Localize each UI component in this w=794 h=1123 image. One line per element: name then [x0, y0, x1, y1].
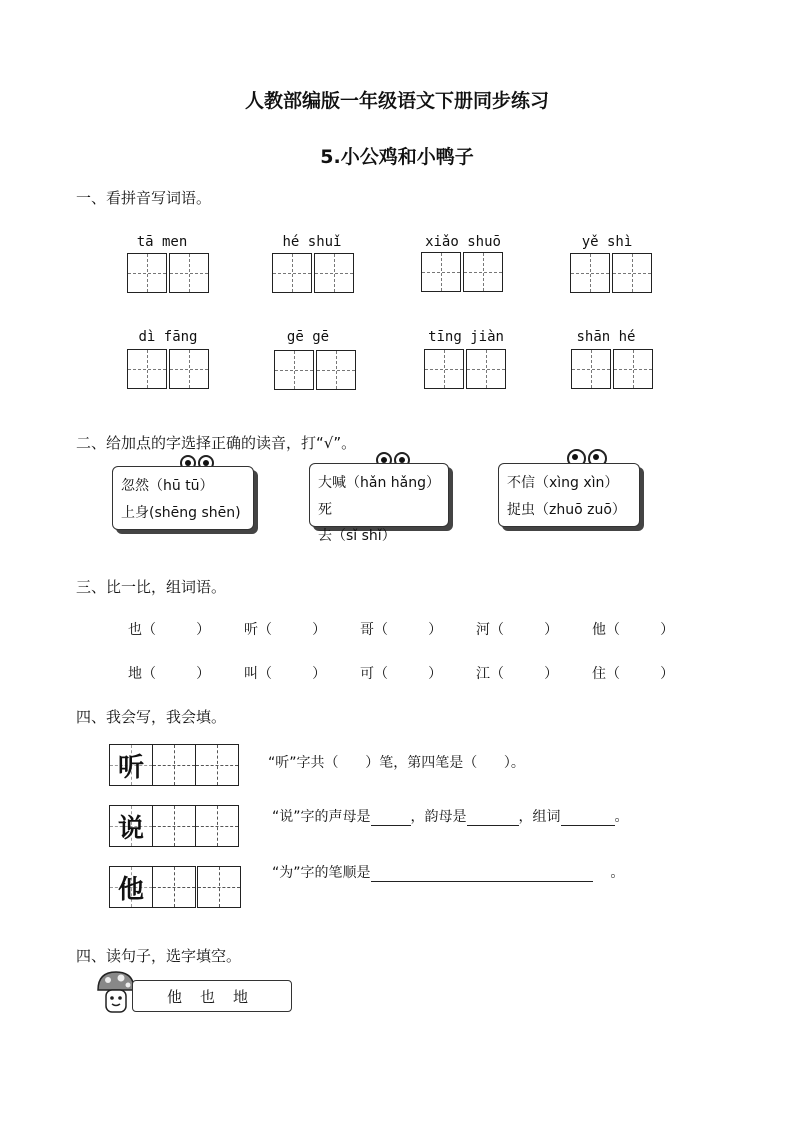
page-title: 人教部编版一年级语文下册同步练习 — [244, 90, 549, 112]
compare-item[interactable]: 江（ ） — [476, 666, 559, 682]
compare-item[interactable]: 地（ ） — [128, 666, 211, 682]
compare-item[interactable]: 听（ ） — [244, 622, 327, 638]
compare-row-2 — [128, 663, 708, 683]
pinyin-label: yě shì — [581, 234, 633, 250]
pinyin-label: xiǎo shuō — [425, 234, 501, 250]
section5-heading: 四、读句子，选字填空。 — [76, 947, 242, 965]
writing-grid[interactable] — [274, 350, 356, 390]
model-char: 他 — [109, 866, 153, 908]
compare-row-1 — [128, 619, 708, 639]
char-grid-shuo[interactable] — [109, 805, 239, 847]
writing-grid[interactable] — [272, 253, 354, 293]
writing-grid[interactable] — [127, 349, 209, 389]
board-line: 去（sǐ shǐ） — [318, 528, 396, 545]
section2-heading: 二、给加点的字选择正确的读音，打“√”。 — [76, 434, 357, 452]
compare-item[interactable]: 可（ ） — [360, 666, 443, 682]
compare-item[interactable]: 他（ ） — [592, 622, 675, 638]
pronunciation-board — [112, 466, 254, 530]
writing-grid[interactable] — [424, 349, 506, 389]
pinyin-label: gē gē — [286, 329, 330, 345]
board-line: 大喊（hǎn hǎng）死 — [318, 475, 440, 518]
answer-blank[interactable] — [371, 811, 411, 826]
compare-item[interactable]: 哥（ ） — [360, 622, 443, 638]
section3-heading: 三、比一比，组词语。 — [76, 578, 227, 596]
writing-grid[interactable] — [127, 253, 209, 293]
writing-grid[interactable] — [571, 349, 653, 389]
word-option: 他 — [167, 987, 183, 1006]
answer-blank[interactable] — [467, 811, 519, 826]
answer-blank[interactable] — [371, 867, 593, 882]
writing-grid[interactable] — [421, 252, 503, 292]
compare-item[interactable]: 叫（ ） — [244, 666, 327, 682]
board-line: 忽然（hū tū） — [121, 478, 214, 494]
word-option: 也 — [200, 987, 216, 1006]
pinyin-label: hé shuǐ — [282, 234, 342, 250]
answer-blank[interactable] — [561, 811, 615, 826]
char-grid-ta[interactable] — [109, 866, 241, 908]
compare-item[interactable]: 河（ ） — [476, 622, 559, 638]
section1-heading: 一、看拼音写词语。 — [76, 189, 212, 207]
stroke-order-question: “为”字的笔顺是 。 — [272, 865, 625, 881]
lesson-title: 5.小公鸡和小鸭子 — [320, 146, 474, 168]
pronunciation-board — [498, 463, 640, 527]
pinyin-label: tā men — [136, 234, 188, 250]
pinyin-label: shān hé — [576, 329, 636, 345]
pronunciation-board — [309, 463, 449, 545]
board-line: 上身(shēng shēn) — [121, 504, 241, 521]
pinyin-question: “说”字的声母是 ，韵母是 ，组词 。 — [272, 809, 629, 825]
board-line: 捉虫（zhuō zuō） — [507, 501, 626, 518]
model-char: 听 — [109, 744, 153, 786]
section4-heading: 四、我会写，我会填。 — [76, 708, 227, 726]
pinyin-label: tīng jiàn — [428, 329, 504, 345]
model-char: 说 — [109, 805, 153, 847]
compare-item[interactable]: 住（ ） — [592, 666, 675, 682]
char-grid-ting[interactable] — [109, 744, 239, 786]
compare-item[interactable]: 也（ ） — [128, 622, 211, 638]
pinyin-label: dì fāng — [138, 329, 198, 345]
board-line: 不信（xìng xìn） — [507, 475, 619, 491]
word-option: 地 — [233, 987, 249, 1006]
writing-grid[interactable] — [570, 253, 652, 293]
word-bank — [132, 980, 292, 1012]
stroke-question: “听”字共（ ）笔，第四笔是（ ）。 — [268, 755, 525, 771]
